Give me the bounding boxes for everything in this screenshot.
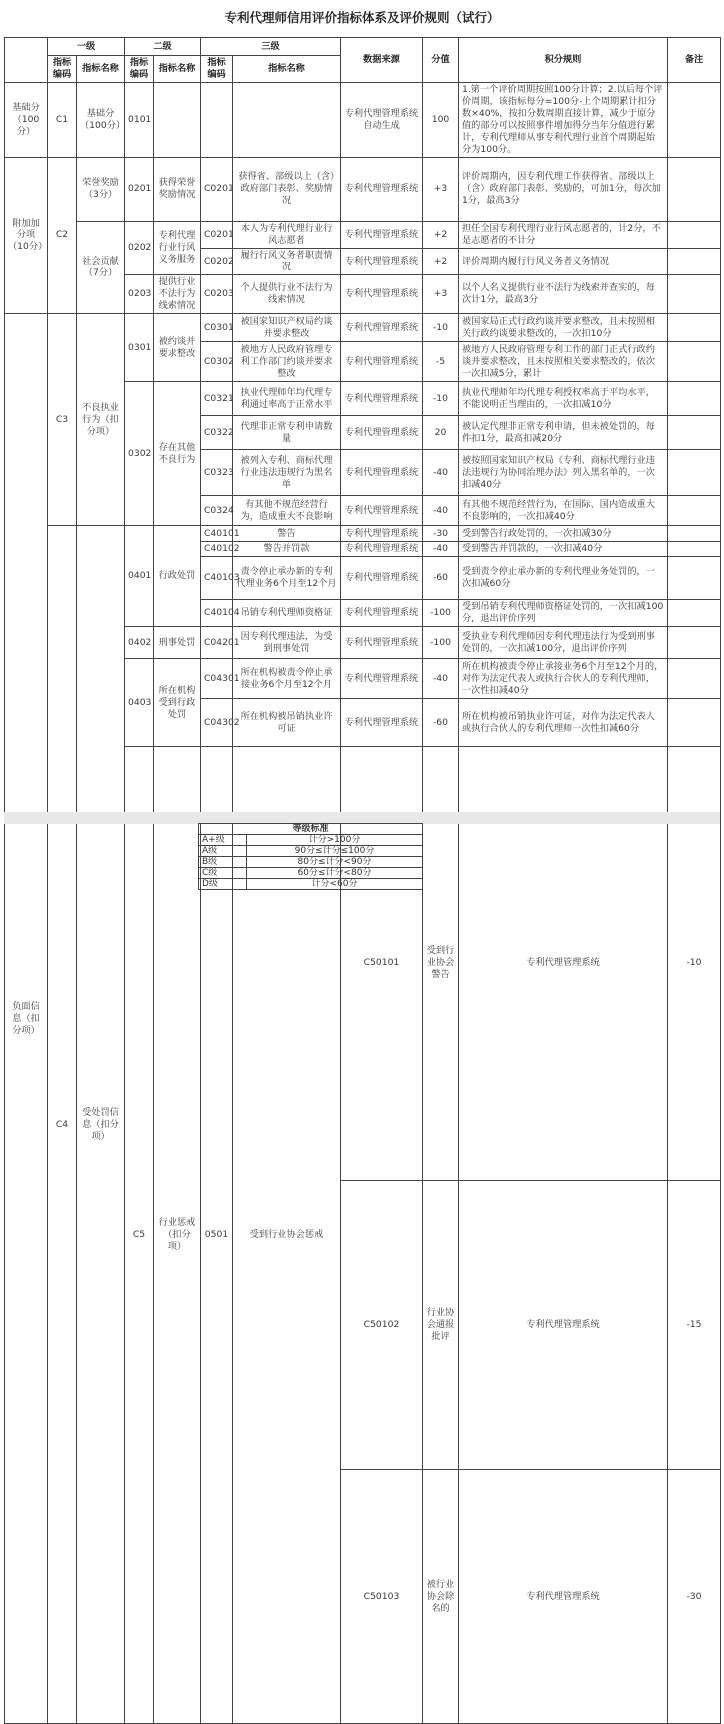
header-level2: 二级 bbox=[125, 38, 201, 56]
grade-level: A+级 bbox=[199, 835, 247, 846]
table-cell: +3 bbox=[423, 157, 459, 221]
table-cell bbox=[201, 82, 233, 157]
table-cell: 被列入专利、商标代理行业违法违规行为黑名单 bbox=[233, 450, 341, 496]
grade-range: 计分>100分 bbox=[247, 835, 423, 846]
table-cell: 责令停止承办新的专利代理业务6个月至12个月 bbox=[233, 557, 341, 600]
table-cell: 行政处罚 bbox=[154, 526, 201, 627]
table-cell: 专利代理管理系统 bbox=[341, 382, 423, 416]
table-cell bbox=[668, 627, 721, 659]
table-cell bbox=[668, 699, 721, 747]
table-cell: 被地方人民政府管理专利工作部门约谈并要求整改 bbox=[233, 342, 341, 382]
table-cell: C50102 bbox=[341, 1180, 423, 1470]
table-cell: C0202 bbox=[201, 248, 233, 275]
table-cell: 0501 bbox=[201, 747, 233, 1724]
table-cell: 100 bbox=[423, 82, 459, 157]
table-cell: 受到警告并罚款的，一次扣减40分 bbox=[459, 542, 668, 557]
table-cell: 专利代理管理系统 bbox=[459, 1470, 668, 1724]
table-cell: C0201 bbox=[201, 221, 233, 248]
table-row bbox=[5, 526, 721, 542]
grade-level: D级 bbox=[199, 879, 247, 890]
table-cell: 吊销专利代理师资格证 bbox=[233, 600, 341, 627]
table-cell: -40 bbox=[423, 450, 459, 496]
table-cell bbox=[668, 526, 721, 542]
table-cell: 本人为专利代理行业行风志愿者 bbox=[233, 221, 341, 248]
table-cell: 被按照国家知识产权局《专利、商标代理行业违法违规行为协同治理办法》列入黑名单的，一次扣减40分 bbox=[459, 450, 668, 496]
header-l1-name: 指标名称 bbox=[77, 56, 125, 83]
table-cell: 专利代理管理系统 bbox=[341, 542, 423, 557]
table-cell: C0201 bbox=[201, 157, 233, 221]
table-cell: 评价周期内，因专利代理工作获得省、部级以上（含）政府部门表彰、奖励的，可加1分，每次加1分，最高3分 bbox=[459, 157, 668, 221]
table-cell: 执业代理师年均代理专利授权率高于平均水平，不能说明正当理由的，一次扣减10分 bbox=[459, 382, 668, 416]
table-cell: 受到责令停止承办新的专利代理业务处罚的，一次扣减60分 bbox=[459, 557, 668, 600]
table-cell: 专利代理管理系统 bbox=[341, 342, 423, 382]
header-source: 数据来源 bbox=[341, 38, 423, 83]
grade-range: 60分≤计分<80分 bbox=[247, 868, 423, 879]
table-cell: C3 bbox=[48, 314, 77, 526]
table-cell: -100 bbox=[423, 627, 459, 659]
table-cell: -5 bbox=[423, 342, 459, 382]
header-level3: 三级 bbox=[201, 38, 341, 56]
table-cell: 以个人名义提供行业不法行为线索并查实的，每次计1分，最高3分 bbox=[459, 275, 668, 314]
table-cell: 负面信息（扣分项） bbox=[5, 314, 48, 1724]
table-cell: C0301 bbox=[201, 314, 233, 342]
table-cell: 附加加分项（10分） bbox=[5, 157, 48, 314]
table-cell: 基础分（100分） bbox=[5, 82, 48, 157]
table-cell: 0202 bbox=[125, 221, 154, 275]
table-cell bbox=[668, 450, 721, 496]
table-cell: -40 bbox=[423, 659, 459, 699]
table-cell: 所在机构被吊销执业许可证，对作为法定代表人或执行合伙人的专利代理师一次性扣减60分 bbox=[459, 699, 668, 747]
table-cell: C0203 bbox=[201, 275, 233, 314]
table-cell: 受到行业协会惩戒 bbox=[233, 747, 341, 1724]
table-cell: 受到警告行政处罚的，一次扣减30分 bbox=[459, 526, 668, 542]
table-cell: 0203 bbox=[125, 275, 154, 314]
table-cell: -60 bbox=[423, 557, 459, 600]
table-cell: 0101 bbox=[125, 82, 154, 157]
table-cell bbox=[668, 342, 721, 382]
grade-level: A级 bbox=[199, 846, 247, 857]
table-cell: 所在机构被吊销执业许可证 bbox=[233, 699, 341, 747]
table-cell: -10 bbox=[423, 314, 459, 342]
table-cell: C4 bbox=[48, 526, 77, 1724]
table-cell: 被认定代理非正常专利申请，但未被处罚的，每件扣1分，最高扣减20分 bbox=[459, 416, 668, 450]
table-cell: 专利代理管理系统自动生成 bbox=[341, 82, 423, 157]
table-cell: 获得省、部级以上（含）政府部门表彰、奖励情况 bbox=[233, 157, 341, 221]
table-cell: 所在机构受到行政处罚 bbox=[154, 659, 201, 747]
table-cell: -10 bbox=[423, 382, 459, 416]
header-level1: 一级 bbox=[48, 38, 125, 56]
header-rule: 积分规则 bbox=[459, 38, 668, 83]
table-cell: +3 bbox=[423, 275, 459, 314]
table-cell: 个人提供行业不法行为线索情况 bbox=[233, 275, 341, 314]
table-cell bbox=[668, 416, 721, 450]
table-cell: 因专利代理违法，为受到刑事处罚 bbox=[233, 627, 341, 659]
table-cell: 被国家局正式行政约谈并要求整改，且未按照相关行政约谈要求整改的，一次扣10分 bbox=[459, 314, 668, 342]
table-cell bbox=[668, 221, 721, 248]
table-cell: 执业代理师年均代理专利通过率高于正常水平 bbox=[233, 382, 341, 416]
table-cell: 荣誉奖励（3分） bbox=[77, 157, 125, 221]
table-cell: 警告并罚款 bbox=[233, 542, 341, 557]
grade-row bbox=[199, 846, 423, 857]
header-l2-code: 指标编码 bbox=[125, 56, 154, 83]
table-cell: 专利代理管理系统 bbox=[341, 496, 423, 526]
table-cell: C0321 bbox=[201, 382, 233, 416]
table-cell: 1.第一个评价周期按照100分计算；2.以后每个评价周期，该指标每分=100分-上个周期累计扣分数×40%，按扣分数周期直接计算，减少于原分值的部分可以按照事件增加得分当年分值进行累计，专利代理师从事专利代理行业首个周期起始分为100分。 bbox=[459, 82, 668, 157]
table-cell: C0322 bbox=[201, 416, 233, 450]
table-cell: 专利代理管理系统 bbox=[341, 600, 423, 627]
table-cell: 专利代理管理系统 bbox=[341, 157, 423, 221]
table-cell: 专利代理管理系统 bbox=[341, 659, 423, 699]
sheet-title: 专利代理师信用评价指标体系及评价规则（试行） bbox=[224, 10, 500, 25]
table-cell: 代理非正常专利申请数量 bbox=[233, 416, 341, 450]
table-cell: -40 bbox=[423, 542, 459, 557]
header-l1-code: 指标编码 bbox=[48, 56, 77, 83]
table-cell: 0403 bbox=[125, 659, 154, 747]
table-cell: 所在机构被责令停止承接业务6个月至12个月的，对作为法定代表人或执行合伙人的专利代理师，一次性扣减40分 bbox=[459, 659, 668, 699]
grade-table bbox=[198, 823, 423, 890]
table-cell: 受处罚信息（扣分项） bbox=[77, 526, 125, 1724]
table-cell bbox=[668, 659, 721, 699]
table-cell bbox=[668, 157, 721, 221]
table-cell bbox=[668, 248, 721, 275]
table-cell: 专利代理管理系统 bbox=[341, 416, 423, 450]
header-l3-name: 指标名称 bbox=[233, 56, 341, 83]
table-cell: 专利代理管理系统 bbox=[341, 275, 423, 314]
table-cell: 提供行业不法行为线索情况 bbox=[154, 275, 201, 314]
table-cell: 专利代理管理系统 bbox=[341, 248, 423, 275]
table-cell: 专利代理管理系统 bbox=[341, 526, 423, 542]
table-cell: 专利代理管理系统 bbox=[341, 314, 423, 342]
table-cell: -30 bbox=[423, 526, 459, 542]
table-cell: 0301 bbox=[125, 314, 154, 382]
table-cell: C40102 bbox=[201, 542, 233, 557]
table-cell: 被国家知识产权局约谈并要求整改 bbox=[233, 314, 341, 342]
table-cell: C5 bbox=[125, 747, 154, 1724]
table-cell: C2 bbox=[48, 157, 77, 314]
table-cell: 专利代理管理系统 bbox=[341, 627, 423, 659]
grade-range: 80分≤计分<90分 bbox=[247, 857, 423, 868]
table-cell: 专利代理管理系统 bbox=[459, 1180, 668, 1470]
table-cell bbox=[668, 600, 721, 627]
table-cell: C04201 bbox=[201, 627, 233, 659]
table-cell bbox=[233, 82, 341, 157]
grade-row bbox=[199, 879, 423, 890]
table-cell: 所在机构被责令停止承接业务6个月至12个月 bbox=[233, 659, 341, 699]
table-cell bbox=[668, 82, 721, 157]
table-cell: 行业协会通报批评 bbox=[423, 1180, 459, 1470]
grade-range: 计分<60分 bbox=[247, 879, 423, 890]
table-cell bbox=[668, 496, 721, 526]
grade-title: 等级标准 bbox=[199, 824, 423, 835]
table-cell: C50103 bbox=[341, 1470, 423, 1724]
table-cell: 被行业协会除名的 bbox=[423, 1470, 459, 1724]
table-cell: 受执业专利代理师因专利代理违法行为受到刑事处罚的，一次扣减100分，退出评价序列 bbox=[459, 627, 668, 659]
table-cell bbox=[668, 542, 721, 557]
table-cell: C40103 bbox=[201, 557, 233, 600]
header-blank bbox=[5, 38, 48, 83]
table-cell: 专利代理管理系统 bbox=[341, 221, 423, 248]
table-cell: 专利代理管理系统 bbox=[341, 557, 423, 600]
header-score: 分值 bbox=[423, 38, 459, 83]
table-cell: -100 bbox=[423, 600, 459, 627]
table-cell: -40 bbox=[423, 496, 459, 526]
table-cell: 专利代理管理系统 bbox=[341, 699, 423, 747]
grade-row bbox=[199, 857, 423, 868]
table-cell: -15 bbox=[668, 1180, 721, 1470]
table-cell: C0302 bbox=[201, 342, 233, 382]
table-cell bbox=[668, 382, 721, 416]
grade-row bbox=[199, 868, 423, 879]
table-cell: 受到吊销专利代理师资格证处罚的，一次扣减100分，退出评价序列 bbox=[459, 600, 668, 627]
table-cell: C0324 bbox=[201, 496, 233, 526]
table-cell: 有其他不规范经营行为，在国际、国内造成重大不良影响的，一次扣减40分 bbox=[459, 496, 668, 526]
table-cell: 0201 bbox=[125, 157, 154, 221]
table-cell: 担任全国专利代理行业行风志愿者的，计2分，不是志愿者的不计分 bbox=[459, 221, 668, 248]
table-cell: 20 bbox=[423, 416, 459, 450]
table-row bbox=[5, 314, 721, 342]
grade-level: B级 bbox=[199, 857, 247, 868]
table-cell: 0302 bbox=[125, 382, 154, 526]
table-cell: 被地方人民政府管理专利工作的部门正式行政约谈并要求整改，且未按照相关要求整改的，依次一次扣减5分，累计 bbox=[459, 342, 668, 382]
table-row bbox=[5, 157, 721, 221]
grade-range: 90分≤计分≤100分 bbox=[247, 846, 423, 857]
table-row bbox=[5, 221, 721, 248]
header-l2-name: 指标名称 bbox=[154, 56, 201, 83]
table-cell: -30 bbox=[668, 1470, 721, 1724]
header-l3-code: 指标编码 bbox=[201, 56, 233, 83]
table-cell: 专利代理管理系统 bbox=[459, 747, 668, 1180]
grade-level: C级 bbox=[199, 868, 247, 879]
header-note: 备注 bbox=[668, 38, 721, 83]
table-cell: C04301 bbox=[201, 659, 233, 699]
table-cell: +2 bbox=[423, 248, 459, 275]
table-cell: C50101 bbox=[341, 747, 423, 1180]
table-cell: 0401 bbox=[125, 526, 154, 627]
table-cell: 0402 bbox=[125, 627, 154, 659]
table-cell: 行业惩戒（扣分项） bbox=[154, 747, 201, 1724]
table-cell: -60 bbox=[423, 699, 459, 747]
table-cell: +2 bbox=[423, 221, 459, 248]
table-cell: C0323 bbox=[201, 450, 233, 496]
table-cell: 获得荣誉奖励情况 bbox=[154, 157, 201, 221]
table-cell: 基础分（100分） bbox=[77, 82, 125, 157]
table-row bbox=[5, 82, 721, 157]
table-cell: 刑事处罚 bbox=[154, 627, 201, 659]
grade-row bbox=[199, 835, 423, 846]
table-cell: 评价周期内履行行风义务者义务情况 bbox=[459, 248, 668, 275]
table-cell bbox=[668, 557, 721, 600]
table-cell: C40101 bbox=[201, 526, 233, 542]
table-cell: 有其他不规范经营行为，造成重大不良影响 bbox=[233, 496, 341, 526]
table-cell: 存在其他不良行为 bbox=[154, 382, 201, 526]
table-cell: 被约谈并要求整改 bbox=[154, 314, 201, 382]
table-cell: C04302 bbox=[201, 699, 233, 747]
table-cell: 专利代理管理系统 bbox=[341, 450, 423, 496]
table-cell bbox=[668, 314, 721, 342]
table-cell: C40104 bbox=[201, 600, 233, 627]
table-cell: 不良执业行为（扣分项） bbox=[77, 314, 125, 526]
table-cell: 警告 bbox=[233, 526, 341, 542]
table-cell: -10 bbox=[668, 747, 721, 1180]
table-cell bbox=[668, 275, 721, 314]
table-cell bbox=[154, 82, 201, 157]
table-cell: 社会贡献（7分） bbox=[77, 221, 125, 314]
table-cell: 履行行风义务者职责情况 bbox=[233, 248, 341, 275]
table-cell: 受到行业协会警告 bbox=[423, 747, 459, 1180]
table-cell: 专利代理行业行风义务服务 bbox=[154, 221, 201, 275]
table-cell: C1 bbox=[48, 82, 77, 157]
